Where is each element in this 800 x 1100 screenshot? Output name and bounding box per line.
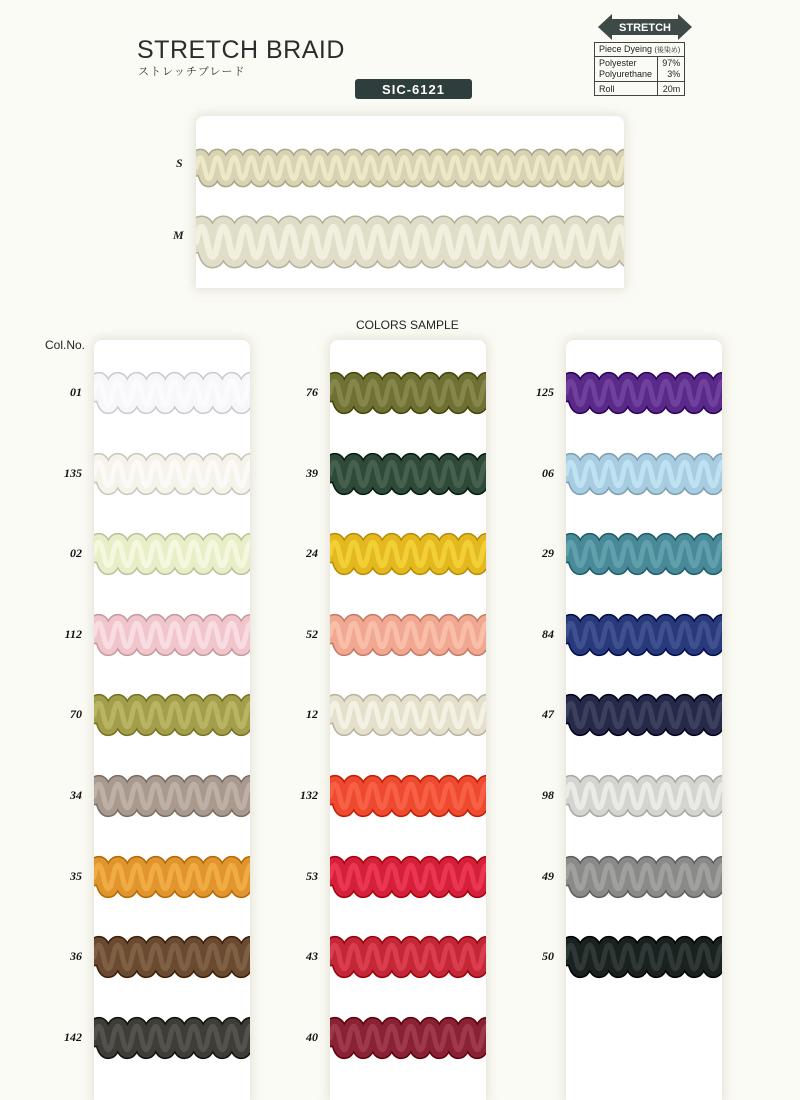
- color-number-53: 53: [306, 868, 318, 883]
- color-swatch-40: [330, 1016, 486, 1060]
- color-number-39: 39: [306, 465, 318, 480]
- materials-values: [657, 57, 684, 82]
- color-swatch-135: [94, 452, 250, 496]
- color-swatch-49: [566, 855, 722, 899]
- roll-value: 20m: [657, 82, 684, 96]
- materials-names: [595, 57, 658, 82]
- color-swatch-34: [94, 774, 250, 818]
- color-swatch-35: [94, 855, 250, 899]
- material-name: Polyester: [599, 58, 637, 68]
- color-number-35: 35: [70, 868, 82, 883]
- color-number-06: 06: [542, 465, 554, 480]
- color-swatch-98: [566, 774, 722, 818]
- color-number-132: 132: [300, 788, 318, 802]
- color-number-29: 29: [542, 546, 554, 561]
- braid-sample-s: [196, 148, 624, 188]
- color-swatch-84: [566, 613, 722, 657]
- color-number-50: 50: [542, 949, 554, 964]
- color-number-43: 43: [306, 949, 318, 964]
- color-swatch-142: [94, 1016, 250, 1060]
- color-swatch-29: [566, 532, 722, 576]
- material-value: 97%: [662, 58, 681, 68]
- spec-table: [594, 42, 685, 96]
- dyeing-label: Piece Dyeing: [599, 44, 653, 54]
- color-number-01: 01: [70, 385, 82, 399]
- color-number-02: 02: [70, 546, 82, 561]
- color-number-76: 76: [306, 385, 318, 399]
- colors-sample-label: COLORS SAMPLE: [356, 318, 459, 332]
- color-swatch-36: [94, 935, 250, 979]
- color-swatch-76: [330, 371, 486, 415]
- material-name: Polyurethane: [599, 69, 653, 79]
- size-label-s: S: [176, 156, 183, 170]
- product-subtitle: ストレッチブレード: [138, 66, 246, 78]
- color-number-52: 52: [306, 626, 318, 641]
- stretch-logo: [598, 14, 692, 40]
- size-label-m: M: [173, 228, 184, 242]
- col-no-label: Col.No.: [45, 338, 86, 352]
- color-number-47: 47: [542, 707, 554, 722]
- color-swatch-12: [330, 693, 486, 737]
- color-swatch-125: [566, 371, 722, 415]
- color-number-49: 49: [542, 868, 554, 883]
- dyeing-note: (後染め): [654, 47, 681, 54]
- color-swatch-43: [330, 935, 486, 979]
- color-number-112: 112: [64, 626, 82, 641]
- color-number-84: 84: [542, 626, 554, 641]
- product-code-badge: SIC-6121: [355, 79, 472, 99]
- roll-label: Roll: [595, 82, 658, 96]
- color-swatch-50: [566, 935, 722, 979]
- color-swatch-02: [94, 532, 250, 576]
- color-number-34: 34: [70, 788, 82, 802]
- color-number-36: 36: [70, 949, 82, 964]
- color-swatch-132: [330, 774, 486, 818]
- color-swatch-24: [330, 532, 486, 576]
- color-number-70: 70: [70, 707, 82, 722]
- color-swatch-53: [330, 855, 486, 899]
- color-number-135: 135: [64, 465, 82, 480]
- color-swatch-112: [94, 613, 250, 657]
- braid-sample-m: [196, 214, 624, 270]
- color-number-12: 12: [306, 707, 318, 722]
- color-swatch-52: [330, 613, 486, 657]
- dyeing-cell: [595, 43, 685, 57]
- color-swatch-01: [94, 371, 250, 415]
- color-number-98: 98: [542, 788, 554, 802]
- color-swatch-70: [94, 693, 250, 737]
- color-number-24: 24: [306, 546, 318, 561]
- color-swatch-06: [566, 452, 722, 496]
- color-number-142: 142: [64, 1029, 82, 1044]
- color-number-125: 125: [536, 385, 554, 399]
- color-swatch-47: [566, 693, 722, 737]
- color-swatch-39: [330, 452, 486, 496]
- product-title: STRETCH BRAID: [137, 36, 345, 64]
- stretch-logo-text: STRETCH: [619, 22, 671, 34]
- color-number-40: 40: [306, 1029, 318, 1044]
- material-value: 3%: [667, 69, 681, 79]
